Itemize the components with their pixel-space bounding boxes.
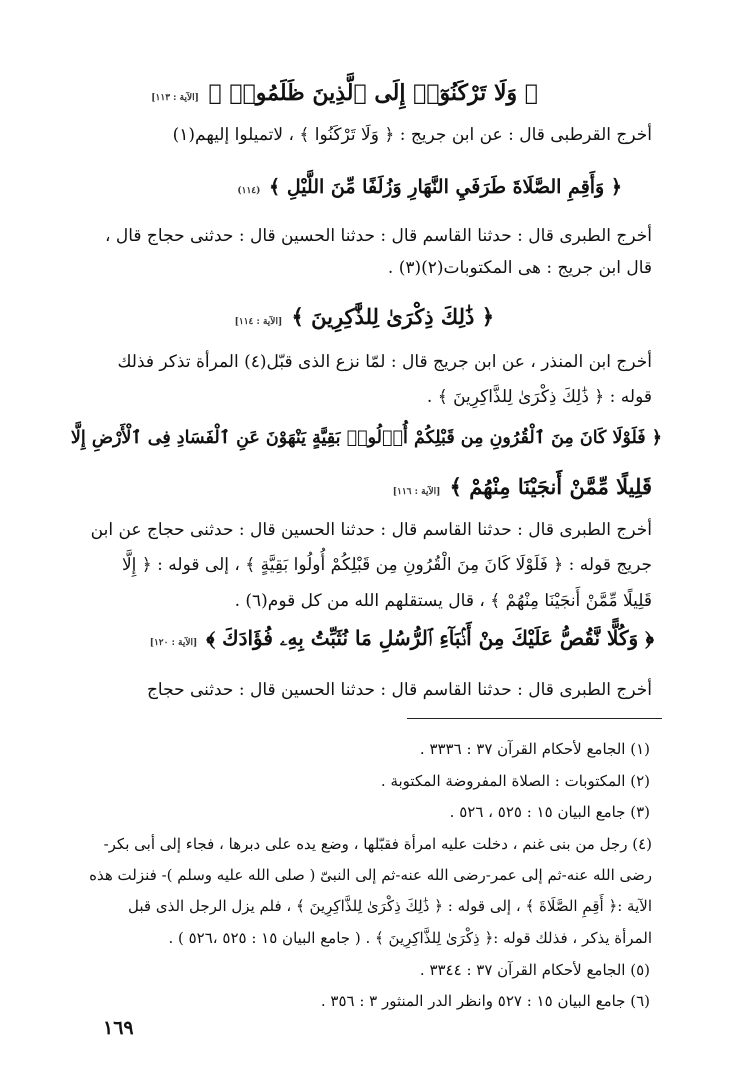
footnote-divider bbox=[407, 718, 662, 719]
verse-heading-3 bbox=[235, 304, 494, 329]
paragraph-line: أخرج الطبرى قال : حدثنا القاسم قال : حدثنا الحسين قال : حدثنى حجاج قال ، bbox=[104, 226, 652, 246]
verse-heading-2 bbox=[237, 176, 622, 198]
paragraph-line: أخرج الطبرى قال : حدثنا القاسم قال : حدثنا الحسين قال : حدثنى حجاج عن ابن bbox=[90, 520, 652, 540]
close-bracket: ﴾ bbox=[269, 176, 281, 198]
close-bracket: ﴾ bbox=[291, 304, 304, 329]
verse-text: فَلَوْلَا كَانَ مِنَ ٱلْقُرُونِ مِن قَبْلِكُمْ أُو۟لُوا۟ بَقِيَّةٍ يَنْهَوْنَ عَنِ ٱلْفَسَادِ فِى ٱلْأَرْضِ إِلَّا bbox=[70, 428, 646, 448]
footnote-5: (٥) الجامع لأحكام القرآن ٣٧ : ٣٣٤٤ . bbox=[419, 961, 650, 979]
verse-heading-1 bbox=[151, 80, 538, 106]
open-bracket: ﴿ bbox=[610, 176, 622, 198]
verse-heading-4 bbox=[71, 428, 662, 448]
paragraph-line: قَلِيلًا مِّمَّنْ أَنجَيْنَا مِنْهُمْ ﴾ ، قال يستقلهم الله من كل قوم(٦) . bbox=[234, 591, 652, 611]
paragraph-line: قوله : ﴿ ذَٰلِكَ ذِكْرَىٰ لِلذَّاكِرِينَ ﴾ . bbox=[426, 387, 652, 407]
close-bracket: ﴾ bbox=[206, 626, 216, 650]
verse-reference: [الآية : ١١٣] bbox=[151, 93, 199, 103]
footnote-4-cont: رضى الله عنه-ثم إلى عمر-رضى الله عنه-ثم إلى النبىّ ( صلى الله عليه وسلم )- فنزلت هذه bbox=[89, 866, 652, 884]
footnote-4-cont: المرأة يذكر ، فذلك قوله :﴿ ذِكْرَىٰ لِلذَّاكِرِينَ ﴾ . ( جامع البيان ١٥ : ٥٢٥ ،٥٢٦ ) . bbox=[168, 929, 652, 947]
paragraph-line: جريج قوله : ﴿ فَلَوْلَا كَانَ مِنَ الْقُرُونِ مِن قَبْلِكُمْ أُولُوا بَقِيَّةٍ ﴾ ، إلى قوله : ﴿ إِلَّا bbox=[121, 555, 652, 575]
verse-reference: [الآية : ١٢٠] bbox=[149, 638, 198, 648]
verse-text: ذَٰلِكَ ذِكْرَىٰ لِلذَّٰكِرِينَ bbox=[311, 304, 475, 329]
close-bracket: ﴾ bbox=[449, 474, 462, 499]
footnote-6: (٦) جامع البيان ١٥ : ٥٢٧ وانظر الدر المنثور ٣ : ٣٥٦ . bbox=[320, 992, 650, 1010]
verse-reference: [الآية : ١١٦] bbox=[392, 487, 441, 497]
open-bracket: ﴿ bbox=[481, 304, 494, 329]
footnote-1: (١) الجامع لأحكام القرآن ٣٧ : ٣٣٣٦ . bbox=[419, 740, 650, 758]
verse-text: وَكُلًّا نَّقُصُّ عَلَيْكَ مِنْ أَنۢبَآءِ ٱلرُّسُلِ مَا نُثَبِّتُ بِهِۦ فُؤَادَكَ bbox=[222, 626, 639, 650]
footnote-3: (٣) جامع البيان ١٥ : ٥٢٥ ، ٥٢٦ . bbox=[449, 803, 650, 821]
footnote-2: (٢) المكتوبات : الصلاة المفروضة المكتوبة . bbox=[380, 772, 650, 790]
verse-heading-4-cont bbox=[393, 474, 652, 499]
verse-text: وَلَا تَرْكَنُوٓا۟ إِلَى ٱلَّذِينَ ظَلَمُوا۟ bbox=[229, 80, 518, 106]
paragraph-line: أخرج القرطبى قال : عن ابن جريج : ﴿ وَلَا تَرْكَنُوا ﴾ ، لاتميلوا إليهم(١) bbox=[172, 125, 652, 145]
footnote-4-cont: الآية :﴿ أَقِمِ الصَّلَاةَ ﴾ ، إلى قوله : ﴿ ذَٰلِكَ ذِكْرَىٰ لِلذَّاكِرِينَ ﴾ ، فلم يزل الرجل الذى قبل bbox=[128, 897, 652, 915]
open-bracket: ﴿ bbox=[524, 80, 538, 106]
verse-text: وَأَقِمِ الصَّلَاةَ طَرَفَيِ النَّهَارِ وَزُلَفًا مِّنَ اللَّيْلِ bbox=[286, 176, 605, 198]
verse-text: قَلِيلًا مِّمَّنْ أَنجَيْنَا مِنْهُمْ bbox=[469, 474, 652, 499]
open-bracket: ﴿ bbox=[645, 626, 654, 650]
verse-reference: (١١٤) bbox=[237, 186, 261, 196]
verse-reference: [الآية : ١١٤] bbox=[234, 317, 283, 327]
close-bracket: ﴾ bbox=[208, 80, 222, 106]
open-bracket: ﴿ bbox=[651, 428, 662, 448]
verse-heading-5 bbox=[150, 626, 654, 650]
page-number: ١٦٩ bbox=[103, 1017, 134, 1039]
paragraph-line: أخرج الطبرى قال : حدثنا القاسم قال : حدثنا الحسين قال : حدثنى حجاج bbox=[146, 680, 652, 700]
paragraph-line: قال ابن جريج : هى المكتوبات(٢)(٣) . bbox=[387, 258, 652, 278]
paragraph-line: أخرج ابن المنذر ، عن ابن جريج قال : لمّا نزع الذى قبّل(٤) المرأة تذكر فذلك bbox=[117, 352, 652, 372]
footnote-4: (٤) رجل من بنى غنم ، دخلت عليه امرأة فقبّلها ، وضع يده على دبرها ، فجاء إلى أبى بكر- bbox=[103, 835, 652, 853]
